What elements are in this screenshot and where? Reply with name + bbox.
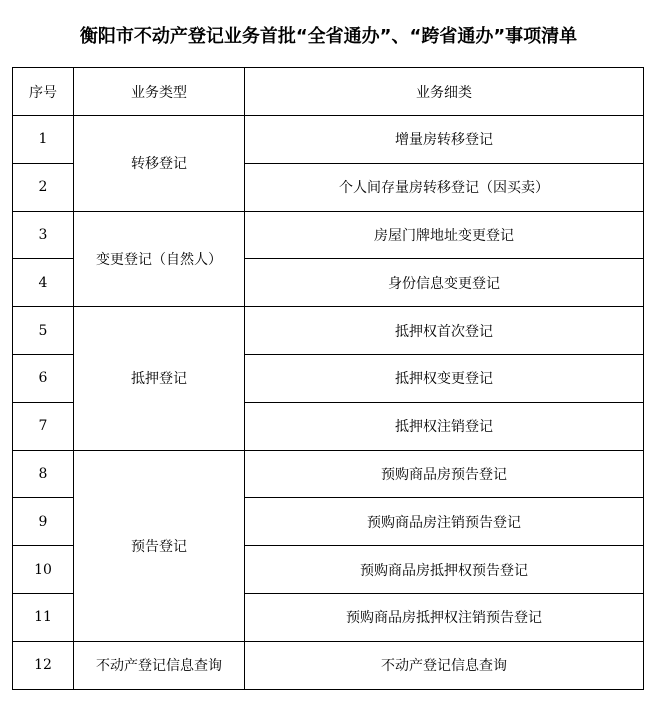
business-detail: 预购商品房抵押权注销预告登记 (245, 593, 644, 641)
business-detail: 预购商品房注销预告登记 (245, 498, 644, 546)
table-row (13, 641, 644, 689)
row-index: 10 (13, 546, 74, 594)
business-detail: 房屋门牌地址变更登记 (245, 211, 644, 259)
header-type: 业务类型 (74, 68, 245, 116)
table-row (13, 307, 644, 355)
business-detail: 预购商品房抵押权预告登记 (245, 546, 644, 594)
business-detail: 增量房转移登记 (245, 116, 644, 164)
business-detail: 个人间存量房转移登记（因买卖） (245, 163, 644, 211)
row-index: 9 (13, 498, 74, 546)
table-row (13, 116, 644, 164)
page-title: 衡阳市不动产登记业务首批“全省通办”、“跨省通办”事项清单 (79, 26, 578, 47)
business-detail: 抵押权首次登记 (245, 307, 644, 355)
business-detail: 预购商品房预告登记 (245, 450, 644, 498)
items-table (12, 67, 644, 690)
row-index: 7 (13, 402, 74, 450)
row-index: 6 (13, 354, 74, 402)
business-detail: 不动产登记信息查询 (245, 641, 644, 689)
row-index: 11 (13, 593, 74, 641)
header-index: 序号 (13, 68, 74, 116)
business-type: 转移登记 (74, 116, 245, 212)
business-detail: 身份信息变更登记 (245, 259, 644, 307)
table-header-row (13, 68, 644, 116)
business-type: 变更登记（自然人） (74, 211, 245, 307)
table-body (13, 116, 644, 690)
business-type: 抵押登记 (74, 307, 245, 450)
business-type: 不动产登记信息查询 (74, 641, 245, 689)
header-detail: 业务细类 (245, 68, 644, 116)
row-index: 2 (13, 163, 74, 211)
table-row (13, 450, 644, 498)
business-type: 预告登记 (74, 450, 245, 641)
row-index: 4 (13, 259, 74, 307)
table-row (13, 211, 644, 259)
row-index: 5 (13, 307, 74, 355)
row-index: 8 (13, 450, 74, 498)
row-index: 3 (13, 211, 74, 259)
business-detail: 抵押权变更登记 (245, 354, 644, 402)
row-index: 1 (13, 116, 74, 164)
business-detail: 抵押权注销登记 (245, 402, 644, 450)
row-index: 12 (13, 641, 74, 689)
